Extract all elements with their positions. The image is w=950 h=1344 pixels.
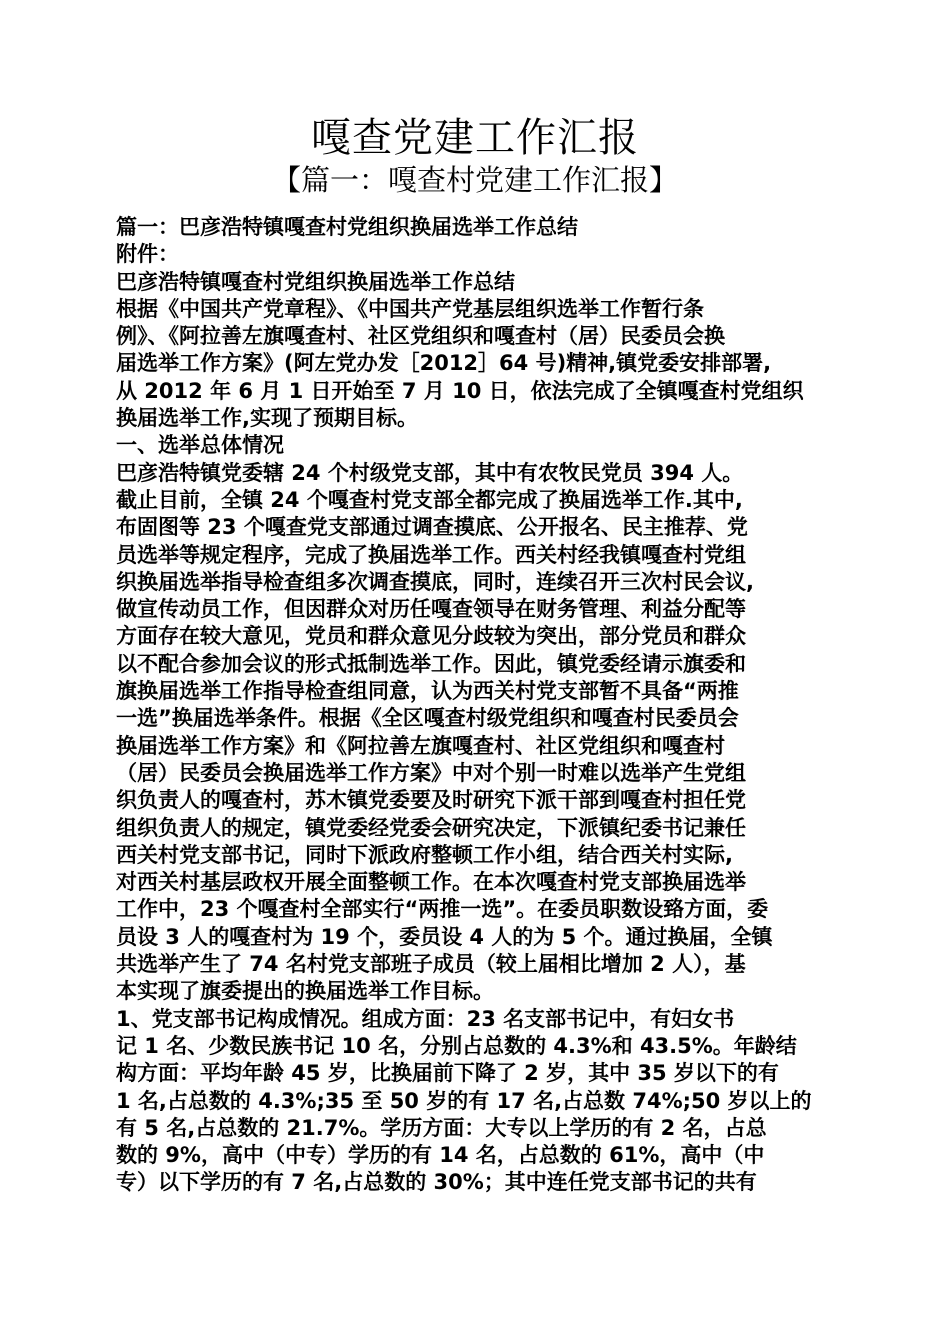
body-text-line: 例》、《阿拉善左旗嘎查村、社区党组织和嘎查村（居）民委员会换 <box>116 324 725 349</box>
body-text-line: 织负责人的嘎查村，苏木镇党委要及时研究下派干部到嘎查村担任党 <box>116 788 746 813</box>
body-text-line: 以不配合参加会议的形式抵制选举工作。因此，镇党委经请示旗委和 <box>116 651 746 676</box>
document-title: 嘎查党建工作汇报 <box>311 115 639 161</box>
body-text-line: 共选举产生了 74 名村党支部班子成员（较上届相比增加 2 人），基 <box>116 952 746 977</box>
body-text-line: 方面存在较大意见，党员和群众意见分歧较为突出，部分党员和群众 <box>116 624 746 649</box>
body-text-line: 从 2012 年 6 月 1 日开始至 7 月 10 日，依法完成了全镇嘎查村党组织 <box>116 378 804 403</box>
body-text-line: 员选举等规定程序，完成了换届选举工作。西关村经我镇嘎查村党组 <box>116 542 746 567</box>
body-text-line: 巴彦浩特镇嘎查村党组织换届选举工作总结 <box>116 269 515 294</box>
body-text-line: 本实现了旗委提出的换届选举工作目标。 <box>116 979 494 1004</box>
body-text-line: 届选举工作方案》(阿左党办发［2012］64 号)精神,镇党委安排部署, <box>116 351 772 376</box>
document-subtitle: 【篇一：嘎查村党建工作汇报】 <box>271 163 678 197</box>
body-text-line: 西关村党支部书记，同时下派政府整顿工作小组，结合西关村实际, <box>116 842 733 867</box>
body-text-line: 巴彦浩特镇党委辖 24 个村级党支部，其中有农牧民党员 394 人。 <box>116 460 744 485</box>
body-text-line: 记 1 名、少数民族书记 10 名，分别占总数的 4.3%和 43.5%。年龄结 <box>116 1033 797 1058</box>
document-body <box>116 214 838 1197</box>
body-text-line: 构方面：平均年龄 45 岁，比换届前下降了 2 岁，其中 35 岁以下的有 <box>116 1061 779 1086</box>
body-text-line: 附件： <box>116 242 179 267</box>
body-text-line: 做宣传动员工作，但因群众对历任嘎查领导在财务管理、利益分配等 <box>116 597 746 622</box>
body-text-line: 织换届选举指导检查组多次调查摸底，同时，连续召开三次村民会议, <box>116 569 754 594</box>
body-text-line: 篇一：巴彦浩特镇嘎查村党组织换届选举工作总结 <box>116 215 578 239</box>
body-text-line: 工作中，23 个嘎查村全部实行“两推一选”。在委员职数设臵方面，委 <box>116 897 769 922</box>
body-text-line: 有 5 名,占总数的 21.7%。学历方面：大专以上学历的有 2 名，占总 <box>116 1115 767 1140</box>
body-text-line: 一、选举总体情况 <box>116 433 284 458</box>
body-text-line: 1 名,占总数的 4.3%;35 至 50 岁的有 17 名,占总数 74%;50 岁以上的 <box>116 1088 812 1113</box>
body-text-line: 组织负责人的规定，镇党委经党委会研究决定，下派镇纪委书记兼任 <box>116 815 746 840</box>
body-text-line: 旗换届选举工作指导检查组同意，认为西关村党支部暂不具备“两推 <box>116 679 739 704</box>
body-text-line: 布固图等 23 个嘎查党支部通过调查摸底、公开报名、民主推荐、党 <box>116 515 748 540</box>
body-text-line: 换届选举工作方案》和《阿拉善左旗嘎查村、社区党组织和嘎查村 <box>116 733 725 758</box>
body-text-line: 专）以下学历的有 7 名,占总数的 30%；其中连任党支部书记的共有 <box>116 1170 757 1195</box>
body-text-line: 数的 9%，高中（中专）学历的有 14 名，占总数的 61%，高中（中 <box>116 1143 765 1168</box>
body-text-line: 1、党支部书记构成情况。组成方面：23 名支部书记中，有妇女书 <box>116 1006 735 1031</box>
body-text-line: 对西关村基层政权开展全面整顿工作。在本次嘎查村党支部换届选举 <box>116 870 746 895</box>
body-text-line: 一选”换届选举条件。根据《全区嘎查村级党组织和嘎查村民委员会 <box>116 706 739 731</box>
body-text-line: （居）民委员会换届选举工作方案》中对个别一时难以选举产生党组 <box>116 760 746 785</box>
body-text-line: 换届选举工作,实现了预期目标。 <box>116 406 418 431</box>
body-text-line: 员设 3 人的嘎查村为 19 个，委员设 4 人的为 5 个。通过换届，全镇 <box>116 924 773 949</box>
body-text-line: 根据《中国共产党章程》、《中国共产党基层组织选举工作暂行条 <box>116 296 704 321</box>
body-text-line: 截止目前，全镇 24 个嘎查村党支部全都完成了换届选举工作.其中, <box>116 487 743 512</box>
